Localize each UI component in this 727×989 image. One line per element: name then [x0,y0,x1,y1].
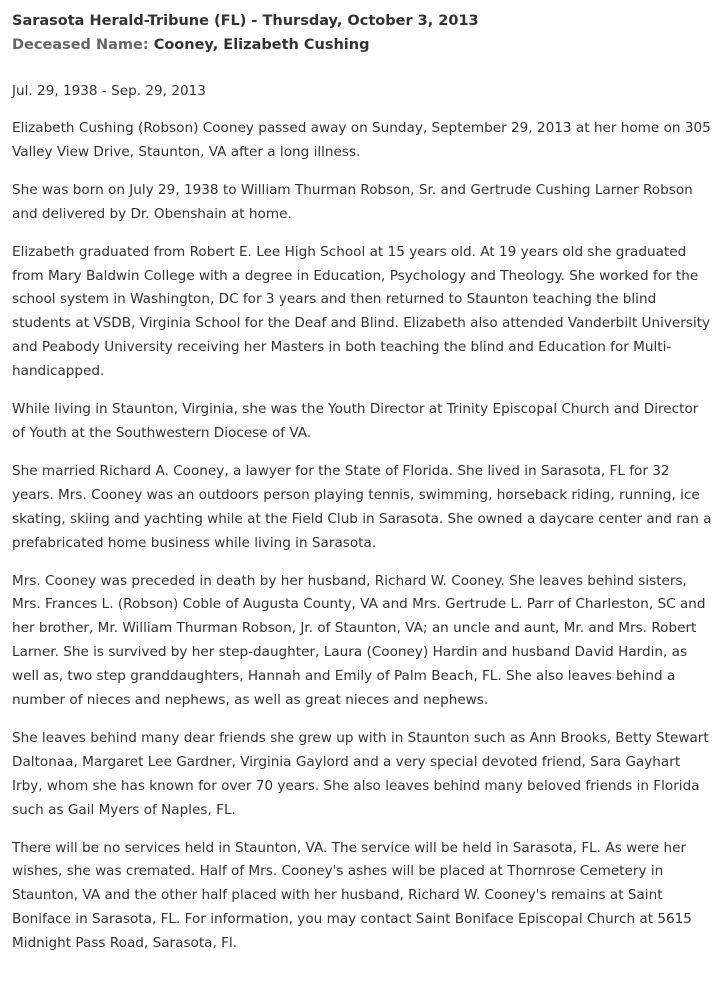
obituary-paragraph: Elizabeth Cushing (Robson) Cooney passed away on Sunday, September 29, 2013 at her home on 305 Valley View Drive, Staunton, VA after a long illness. [12,120,711,160]
publication-title: Sarasota Herald-Tribune (FL) - Thursday, October 3, 2013 [12,13,479,29]
obituary-paragraph: She was born on July 29, 1938 to William Thurman Robson, Sr. and Gertrude Cushing Larner Robson and delivered by Dr. Obenshain at home. [12,181,693,222]
obituary-paragraph: She leaves behind many dear friends she grew up with in Staunton such as Ann Brooks, Betty Stewart Daltonaa, Margaret Lee Gardner, Virginia Gaylord and a very special devoted friend, Sara Gayhart Irby, whom she has known for over 70 years. She also leaves behind many beloved friends in Florida such as Gail Myers of Naples, FL. [12,729,709,818]
obituary-paragraph: She married Richard A. Cooney, a lawyer for the State of Florida. She lived in Sarasota, FL for 32 years. Mrs. Cooney was an outdoors person playing tennis, swimming, horseback riding, running, ice skating, skiing and yachting while at the Field Club in Sarasota. She owned a daycare center and ran a prefabricated home business while living in Sarasota. [12,462,712,551]
life-dates: Jul. 29, 1938 - Sep. 29, 2013 [12,83,206,99]
obituary-paragraph: Mrs. Cooney was preceded in death by her husband, Richard W. Cooney. She leaves behind sisters, Mrs. Frances L. (Robson) Coble of Augusta County, VA and Mrs. Gertrude L. Parr of Charleston, SC and her brother, Mr. William Thurman Robson, Jr. of Staunton, VA; an uncle and aunt, Mr. and Mrs. Robert Larner. She is survived by her step-daughter, Laura (Cooney) Hardin and husband David Hardin, as well as, two step granddaughters, Hannah and Emily of Palm Beach, FL. She also leaves behind a number of nieces and nephews, as well as great nieces and nephews. [12,572,706,709]
obituary-paragraph: While living in Staunton, Virginia, she was the Youth Director at Trinity Episcopal Church and Director of Youth at the Southwestern Diocese of VA. [12,401,699,441]
deceased-name-line [12,33,715,57]
deceased-name-label: Deceased Name: [12,37,149,53]
deceased-name: Cooney, Elizabeth Cushing [153,37,370,53]
obituary-paragraph: There will be no services held in Staunton, VA. The service will be held in Sarasota, FL. As were her wishes, she was cremated. Half of Mrs. Cooney's ashes will be placed at Thornrose Cemetery in Staunton, VA and the other half placed with her husband, Richard W. Cooney's remains at Saint Boniface in Sarasota, FL. For information, you may contact Saint Boniface Episcopal Church at 5615 Midnight Pass Road, Sarasota, Fl. [12,839,692,952]
obituary-paragraph: Elizabeth graduated from Robert E. Lee High School at 15 years old. At 19 years old she graduated from Mary Baldwin College with a degree in Education, Psychology and Theology. She worked for the school system in Washington, DC for 3 years and then returned to Staunton teaching the blind students at VSDB, Virginia School for the Deaf and Blind. Elizabeth also attended Vanderbilt University and Peabody University receiving her Masters in both teaching the blind and Education for Multi-handicapped. [12,243,711,380]
